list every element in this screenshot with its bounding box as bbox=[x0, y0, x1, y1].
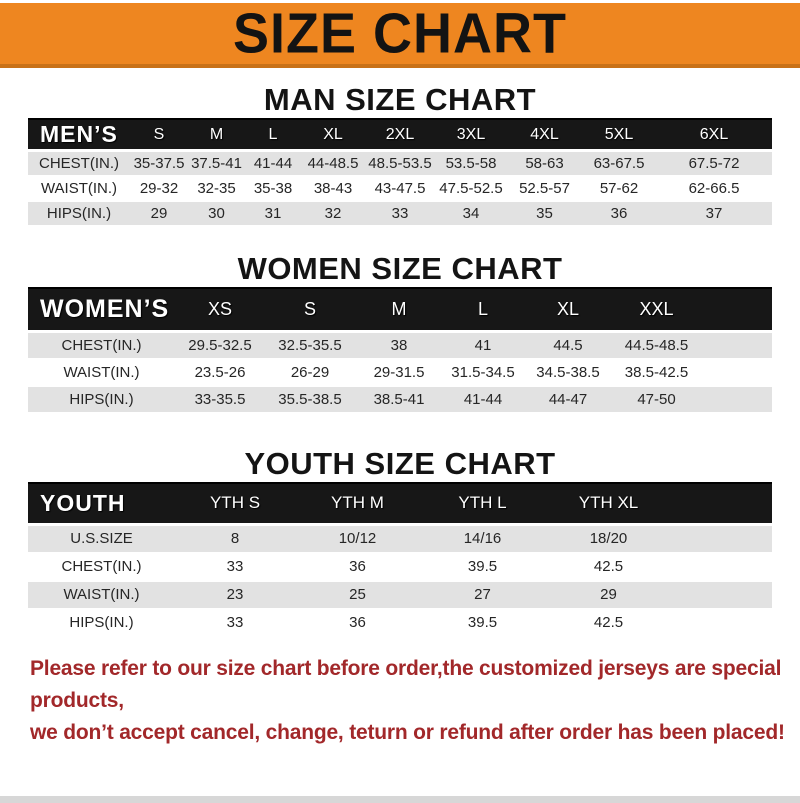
size-value: 53.5-58 bbox=[435, 151, 507, 176]
size-value: 35-38 bbox=[245, 176, 301, 201]
filler-cell bbox=[700, 386, 772, 413]
row-label: WAIST(IN.) bbox=[28, 581, 175, 609]
size-value: 67.5-72 bbox=[656, 151, 772, 176]
size-value: 48.5-53.5 bbox=[365, 151, 435, 176]
column-header: M bbox=[355, 288, 443, 332]
size-value: 35-37.5 bbox=[130, 151, 188, 176]
table-row bbox=[28, 553, 772, 581]
table-row bbox=[28, 201, 772, 226]
column-header: YTH S bbox=[175, 483, 295, 525]
size-value: 31.5-34.5 bbox=[443, 359, 523, 386]
size-value: 29.5-32.5 bbox=[175, 332, 265, 359]
size-value: 18/20 bbox=[545, 525, 672, 553]
size-value: 43-47.5 bbox=[365, 176, 435, 201]
table-row bbox=[28, 151, 772, 176]
column-header: 3XL bbox=[435, 119, 507, 151]
size-value: 47.5-52.5 bbox=[435, 176, 507, 201]
column-header: XL bbox=[523, 288, 613, 332]
size-value: 44-48.5 bbox=[301, 151, 365, 176]
column-header: 5XL bbox=[582, 119, 656, 151]
size-value: 38.5-42.5 bbox=[613, 359, 700, 386]
table-header-row bbox=[28, 119, 772, 151]
filler-cell bbox=[672, 483, 772, 525]
filler-cell bbox=[672, 525, 772, 553]
column-header: 2XL bbox=[365, 119, 435, 151]
size-value: 38.5-41 bbox=[355, 386, 443, 413]
footer-line-1: Please refer to our size chart before order,the customized jerseys are special products, bbox=[30, 656, 782, 712]
size-value: 52.5-57 bbox=[507, 176, 582, 201]
size-value: 14/16 bbox=[420, 525, 545, 553]
size-value: 41-44 bbox=[443, 386, 523, 413]
women-section-title: WOMEN SIZE CHART bbox=[237, 250, 563, 286]
table-header-row bbox=[28, 483, 772, 525]
table-row bbox=[28, 581, 772, 609]
size-value: 44.5-48.5 bbox=[613, 332, 700, 359]
size-value: 38 bbox=[355, 332, 443, 359]
column-header: L bbox=[245, 119, 301, 151]
size-value: 31 bbox=[245, 201, 301, 226]
size-value: 29-31.5 bbox=[355, 359, 443, 386]
column-header: L bbox=[443, 288, 523, 332]
table-row bbox=[28, 176, 772, 201]
size-value: 33 bbox=[175, 553, 295, 581]
size-value: 42.5 bbox=[545, 553, 672, 581]
size-value: 27 bbox=[420, 581, 545, 609]
filler-cell bbox=[672, 581, 772, 609]
table-row bbox=[28, 386, 772, 413]
size-value: 32.5-35.5 bbox=[265, 332, 355, 359]
section-youth bbox=[0, 446, 800, 638]
section-men bbox=[0, 82, 800, 227]
size-value: 29-32 bbox=[130, 176, 188, 201]
size-value: 33 bbox=[365, 201, 435, 226]
size-value: 62-66.5 bbox=[656, 176, 772, 201]
size-value: 32-35 bbox=[188, 176, 245, 201]
size-value: 33-35.5 bbox=[175, 386, 265, 413]
size-value: 29 bbox=[130, 201, 188, 226]
size-value: 39.5 bbox=[420, 553, 545, 581]
men-section-title: MAN SIZE CHART bbox=[263, 82, 537, 117]
footer-line-2: we don’t accept cancel, change, teturn or refund after order has been placed! bbox=[30, 720, 785, 744]
size-value: 32 bbox=[301, 201, 365, 226]
men-size-table bbox=[28, 118, 772, 227]
table-row bbox=[28, 332, 772, 359]
column-header: S bbox=[130, 119, 188, 151]
size-value: 8 bbox=[175, 525, 295, 553]
size-value: 58-63 bbox=[507, 151, 582, 176]
column-header: YTH L bbox=[420, 483, 545, 525]
size-value: 36 bbox=[295, 553, 420, 581]
size-value: 47-50 bbox=[613, 386, 700, 413]
row-label: HIPS(IN.) bbox=[28, 201, 130, 226]
banner-title: SIZE CHART bbox=[233, 2, 567, 65]
size-value: 44-47 bbox=[523, 386, 613, 413]
size-value: 23.5-26 bbox=[175, 359, 265, 386]
size-value: 35.5-38.5 bbox=[265, 386, 355, 413]
table-corner-label: WOMEN’S bbox=[28, 288, 175, 332]
column-header: S bbox=[265, 288, 355, 332]
size-value: 26-29 bbox=[265, 359, 355, 386]
filler-cell bbox=[672, 609, 772, 637]
row-label: U.S.SIZE bbox=[28, 525, 175, 553]
column-header: XL bbox=[301, 119, 365, 151]
size-value: 37 bbox=[656, 201, 772, 226]
size-value: 23 bbox=[175, 581, 295, 609]
row-label: WAIST(IN.) bbox=[28, 359, 175, 386]
size-value: 57-62 bbox=[582, 176, 656, 201]
size-value: 41-44 bbox=[245, 151, 301, 176]
size-value: 41 bbox=[443, 332, 523, 359]
size-value: 63-67.5 bbox=[582, 151, 656, 176]
filler-cell bbox=[700, 288, 772, 332]
table-row bbox=[28, 359, 772, 386]
column-header: M bbox=[188, 119, 245, 151]
column-header: YTH M bbox=[295, 483, 420, 525]
youth-section-title: YOUTH SIZE CHART bbox=[244, 445, 556, 481]
size-value: 36 bbox=[582, 201, 656, 226]
table-row bbox=[28, 525, 772, 553]
row-label: HIPS(IN.) bbox=[28, 609, 175, 637]
size-value: 29 bbox=[545, 581, 672, 609]
column-header: YTH XL bbox=[545, 483, 672, 525]
filler-cell bbox=[672, 553, 772, 581]
size-value: 34 bbox=[435, 201, 507, 226]
banner bbox=[0, 3, 800, 68]
row-label: HIPS(IN.) bbox=[28, 386, 175, 413]
size-value: 34.5-38.5 bbox=[523, 359, 613, 386]
size-value: 37.5-41 bbox=[188, 151, 245, 176]
row-label: WAIST(IN.) bbox=[28, 176, 130, 201]
size-value: 38-43 bbox=[301, 176, 365, 201]
row-label: CHEST(IN.) bbox=[28, 332, 175, 359]
youth-size-table bbox=[28, 482, 772, 638]
size-value: 36 bbox=[295, 609, 420, 637]
size-value: 35 bbox=[507, 201, 582, 226]
size-value: 25 bbox=[295, 581, 420, 609]
size-value: 42.5 bbox=[545, 609, 672, 637]
table-corner-label: YOUTH bbox=[28, 483, 175, 525]
size-value: 39.5 bbox=[420, 609, 545, 637]
table-row bbox=[28, 609, 772, 637]
size-value: 30 bbox=[188, 201, 245, 226]
footer-note bbox=[30, 653, 800, 749]
size-value: 33 bbox=[175, 609, 295, 637]
section-women bbox=[0, 251, 800, 414]
column-header: XS bbox=[175, 288, 265, 332]
column-header: 6XL bbox=[656, 119, 772, 151]
filler-cell bbox=[700, 359, 772, 386]
column-header: 4XL bbox=[507, 119, 582, 151]
table-header-row bbox=[28, 288, 772, 332]
women-size-table bbox=[28, 287, 772, 414]
table-corner-label: MEN’S bbox=[28, 119, 130, 151]
size-value: 44.5 bbox=[523, 332, 613, 359]
size-value: 10/12 bbox=[295, 525, 420, 553]
filler-cell bbox=[700, 332, 772, 359]
row-label: CHEST(IN.) bbox=[28, 553, 175, 581]
column-header: XXL bbox=[613, 288, 700, 332]
row-label: CHEST(IN.) bbox=[28, 151, 130, 176]
